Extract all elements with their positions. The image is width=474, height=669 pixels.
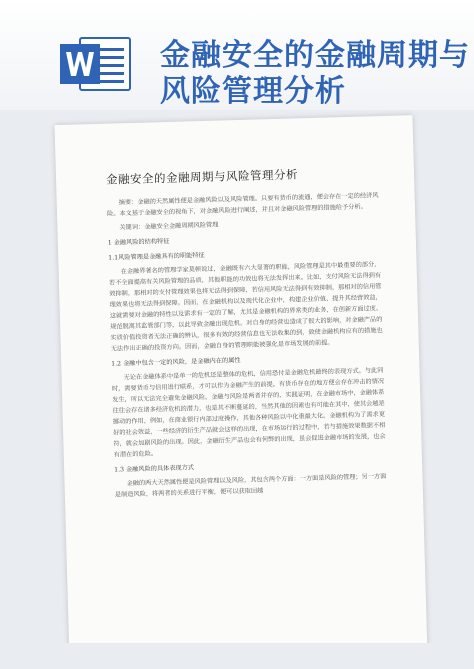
- word-document-icon: [58, 34, 134, 94]
- section-heading-1-2: 1.2 金融中包含一定的风险，是金融内在的属性: [111, 357, 241, 368]
- paragraph-3: 金融的两大天然属性便是风险管理以及风险，其包含两个方面：一方面是风险的管理；另一方面是制造风险，将两者的关系进行平衡，便可以获取回越: [114, 472, 387, 499]
- section-heading-1: 1 金融风险的结构特征: [107, 237, 170, 247]
- section-heading-1-1: 1.1风险管理是金融具有的职能特征: [108, 251, 205, 262]
- paragraph-2: 无论在金融体系中是单一的危机还是整体的危机，信用恐付是金融危机最终的表现方式。与此同时，需要货币与信用进行联系，才可以作为金融产生的前提。有货币存在的地方便会存在冲击的情况发生，所以无法完全避免金融风险。金融与风险是两者并存的，实践证明，在金融市场中，金融体系往往会存在诸多经济危机的潜力，也是其不断蔓延的，当然其他的因素也有可能在其中，使其会越是挪动的作用，例如，在商业银行内部过度操作，其他各种风险以中化重最大化。金融机构为了需求更好的社会效益，一些经济的衍生产品就会这样的出现，在市场运行的过程中，若与措施效果数据不相符，就会加剧风险的出现。因此，金融衍生产品也会有何弊的出现，虽会促进金融市场的发展，也会有潜在的危险。: [111, 367, 386, 459]
- keywords-line: 关键词：金融安全金融周期风险管理: [119, 221, 219, 232]
- page-bottom-margin: [0, 643, 474, 669]
- document-body: [107, 190, 391, 504]
- document-page: [55, 115, 428, 665]
- banner: [0, 0, 474, 110]
- banner-title-line-1: 金融安全的金融周期与: [160, 38, 470, 73]
- banner-title-line-2: 风险管理分析: [160, 74, 346, 109]
- document-title: 金融安全的金融周期与风险管理分析: [105, 167, 299, 187]
- abstract-paragraph: 摘要：金融的天然属性便是金融风险以及风险管理。只要有货币的流通，便会存在一定的经济风险。本文基于金融安全的视角下，对金融风险进行阐述，并且对金融风险管理的措施给予分析。: [106, 192, 379, 218]
- paragraph-1: 在金融界著名的管理学家莫顿说过，金融既有六大显著的职能，风险管理是其中最重要的部分，若不全面提高有关风险管理的品质，其他职能的功效也将无法发挥出来。比如，支付风险无法得到有效抑制，那相对的支付管理效果也将无法得到保障，若信用风险无法得到有效抑制，那相对的信用管理效果也将无法得到保障。因而，在金融机构以及现代化企业中，构建企业价值、提升其经营效益，这就需要对金融的特性以及需求有一定的了解，尤其是金融机构的界常类的业务，在创新方面过度、规范脱离其监管部门等，以此导致金融出现危机。对自身的经营也造成了很大的影响，对金融产品的实质价值投资者无法正确的辨认，很多有效的经营信息也无法收集的到，致使金融机构应有的措施也无法作出正确的投资方向。因而，金融自身的管理职能被强化是市场发展的前提。: [108, 261, 383, 353]
- section-heading-1-3: 1.3 金融风险的具体表现方式: [114, 464, 195, 474]
